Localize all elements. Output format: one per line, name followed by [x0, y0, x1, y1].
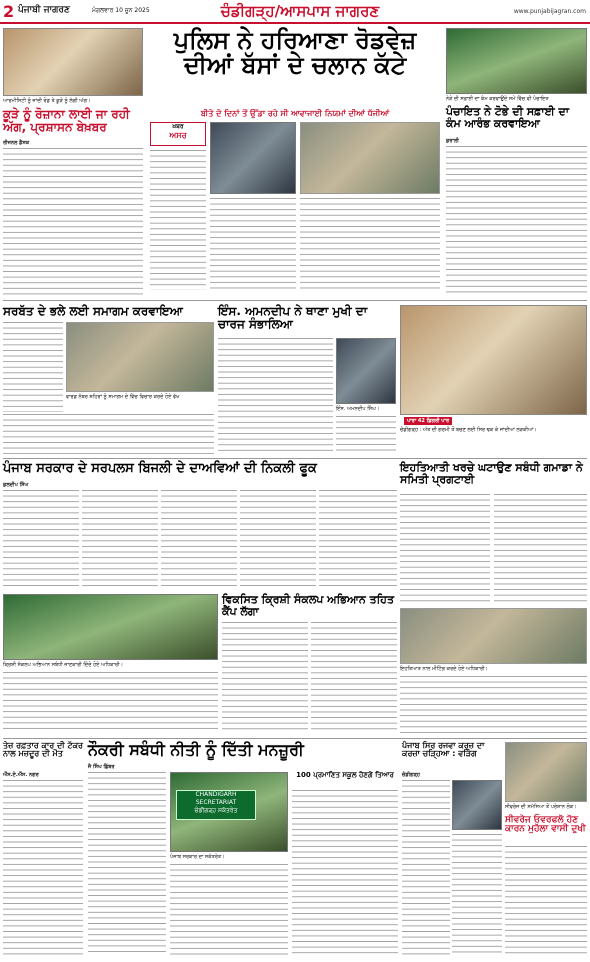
bijli-body-5	[319, 490, 397, 590]
camp-body-2	[311, 622, 397, 732]
samagam-body	[3, 322, 63, 412]
ehtiyat-body-1	[400, 494, 490, 604]
website-link[interactable]: www.punjabijagran.com	[513, 8, 586, 15]
khabar-asar-badge	[150, 122, 206, 146]
karz-body-2	[452, 834, 502, 956]
divider	[3, 300, 587, 301]
lead-headline: ਪੁਲਿਸ ਨੇ ਹਰਿਆਣਾ ਰੋਡਵੇਜ਼ ਦੀਆਂ ਬੱਸਾਂ ਦੇ ਚਲਾਨ ਕੱਟੇ	[173, 26, 417, 80]
section-title: ਚੰਡੀਗੜ੍ਹ/ਆਸਪਾਸ ਜਾਗਰਣ	[220, 2, 380, 20]
karz-byline: ਚੰਡੀਗੜ੍ਹ	[402, 772, 420, 778]
ehtiyat-headline: ਇਹਤਿਆਤੀ ਖਰਚੇ ਘਟਾਉਣ ਸਬੰਧੀ ਗਮਾਡਾ ਨੇ ਸਮਿਤੀ ਪ੍ਰਗਟਾਈ	[400, 461, 583, 486]
camp-body-3	[3, 672, 218, 732]
naukri-body-1	[88, 772, 166, 956]
divider	[3, 458, 587, 459]
garbage-headline: ਕੂੜੇ ਨੂੰ ਰੋਜ਼ਾਨਾ ਲਾਈ ਜਾ ਰਹੀ ਅੱਗ, ਪ੍ਰਸ਼ਾਸਨ ਬੇਖ਼ਬਰ	[3, 107, 130, 134]
ehtiyat-body-3	[400, 676, 587, 734]
inspector-photo-caption: ਇੰਸ. ਅਮਨਦੀਪ ਸਿੰਘ।	[336, 406, 380, 412]
warring-photo	[452, 780, 502, 830]
garbage-photo-caption: ਆਰਮੀਸਿਟੀ ਨੂੰ ਜਾਂਦੀ ਰੋਡ ਤੇ ਕੂੜੇ ਨੂੰ ਲੱਗੀ ਅੱਗ।	[3, 98, 91, 104]
issue-date: ਮੰਗਲਵਾਰ 10 ਜੂਨ 2025	[92, 7, 150, 14]
camp-body-1	[222, 622, 308, 732]
heat-tag: ਪਾਰਾ 42 ਡਿਗਰੀ ਪਾਰ	[404, 417, 452, 425]
lead-body-col2	[210, 198, 296, 290]
camp-photo-caption: ਕ੍ਰਿਸ਼ੀ ਸੰਕਲਪ ਅਭਿਆਨ ਸਬੰਧੀ ਜਾਣਕਾਰੀ ਦਿੰਦੇ ਹੋਏ ਅਧਿਕਾਰੀ।	[3, 662, 123, 668]
naukri-byline: ਜੈ ਸਿੰਘ ਛਿੱਬਰ	[88, 764, 115, 770]
secretariat-sign	[176, 790, 256, 820]
paper-name: ਪੰਜਾਬੀ ਜਾਗਰਣ	[18, 5, 70, 15]
naukri-headline: ਨੌਕਰੀ ਸਬੰਧੀ ਨੀਤੀ ਨੂੰ ਦਿੱਤੀ ਮਨਜ਼ੂਰੀ	[88, 740, 304, 759]
bijli-body-2	[82, 490, 158, 590]
heat-caption: ਚੰਡੀਗੜ੍ਹ : ਅੱਤ ਦੀ ਗਰਮੀ ਤੋਂ ਬਚਣ ਲਈ ਸਿਰ ਢਕ ਕੇ ਜਾਂਦੀਆਂ ਲੜਕੀਆਂ।	[400, 427, 537, 433]
panchayat-byline: ਕੁਰਾਲੀ	[446, 138, 459, 144]
lead-photo-buses	[210, 122, 296, 194]
accident-headline: ਤੇਜ਼ ਰਫ਼ਤਾਰ ਕਾਰ ਦੀ ਟੱਕਰ ਨਾਲ ਮਜ਼ਦੂਰ ਦੀ ਮੌਤ	[3, 741, 84, 759]
panchayat-headline: ਪੰਚਾਇਤ ਨੇ ਟੋਭੇ ਦੀ ਸਫ਼ਾਈ ਦਾ ਕੰਮ ਆਰੰਭ ਕਰਵਾਇਆ	[446, 105, 569, 130]
garbage-body	[3, 148, 143, 298]
lead-photo-police	[300, 122, 440, 194]
badge-line1: ਖ਼ਬਰ	[172, 123, 184, 130]
bijli-byline: ਕੁਲਦੀਪ ਸਿੰਘ	[3, 482, 29, 488]
inspector-photo	[336, 338, 396, 404]
ehtiyat-body-2	[494, 494, 587, 604]
samagam-headline: ਸਰਬੱਤ ਦੇ ਭਲੇ ਲਈ ਸਮਾਗਮ ਕਰਵਾਇਆ	[3, 304, 183, 318]
schools-body	[292, 790, 398, 956]
inspector-headline: ਇੰਸ. ਅਮਨਦੀਪ ਨੇ ਥਾਣਾ ਮੁਖੀ ਦਾ ਚਾਰਜ ਸੰਭਾਲਿਆ	[218, 304, 368, 331]
garbage-fire-photo	[3, 28, 143, 96]
lead-subhead: ਬੀਤੇ ਦੋ ਦਿਨਾਂ ਤੋਂ ਉੱਡਾ ਰਹੇ ਸੀ ਆਵਾਜਾਈ ਨਿਯਮਾਂ ਦੀਆਂ ਧੱਜੀਆਂ	[200, 109, 390, 118]
schools-headline: 100 ਪ੍ਰਮਾਣਿਤ ਸਕੂਲ ਹੋਣਗੇ ਤਿਆਰ	[296, 771, 394, 779]
divider	[3, 738, 587, 739]
badge-line2: ਅਸਰ	[169, 131, 187, 140]
sewerage-photo-caption: ਸੀਵਰੇਜ ਦੀ ਸਮੱਸਿਆ ਤੋਂ ਪਰੇਸ਼ਾਨ ਲੋਕ।	[505, 804, 577, 810]
karz-body-1	[402, 780, 450, 956]
lead-body-col3	[300, 198, 440, 290]
secretariat-caption: ਪੰਜਾਬ ਸਰਕਾਰ ਦਾ ਸਕੱਤਰੇਤ।	[170, 854, 225, 860]
panchayat-body	[446, 146, 587, 296]
accident-byline: ਐੱਸ.ਏ.ਐੱਸ. ਨਗਰ	[3, 772, 39, 778]
inspector-body	[218, 338, 333, 454]
camp-headline: ਵਿਕਸਿਤ ਕ੍ਰਿਸ਼ੀ ਸੰਕਲਪ ਅਭਿਆਨ ਤਹਿਤ ਕੈਂਪ ਲੱਗਾ	[222, 593, 394, 618]
naukri-body-2	[170, 864, 288, 956]
sign-line-en: CHANDIGARH SECRETARIAT	[195, 791, 237, 806]
garbage-byline: ਰੀਜਨਲ ਡੈਸਕ	[3, 140, 30, 146]
accident-body	[3, 780, 83, 956]
bijli-body-3	[161, 490, 237, 590]
ehtiyat-photo	[400, 608, 587, 664]
sewerage-photo	[505, 742, 587, 802]
lead-body-col1	[150, 150, 206, 290]
karz-headline: ਪੰਜਾਬ ਸਿਰ ਰਜਵਾ ਕਰਜ਼ ਦਾ ਕਰਜ਼ਾ ਚੜ੍ਹਿਆ : ਵੜਿੰਗ	[402, 741, 485, 759]
samagam-photo-caption: ਵਾਰਡ ਨੰਬਰ ਸ਼ਹਿਰਾਂ ਨੂੰ ਸਮਾਗਮ ਦੇ ਵਿੱਚ ਵਿਚਾਰ ਕਰਦੇ ਹੋਏ ਵੱਖ	[66, 394, 180, 400]
samagam-photo	[66, 322, 214, 392]
panchayat-photo-caption: ਨੇੜੇ ਦੀ ਸਫ਼ਾਈ ਦਾ ਕੰਮ ਕਰਵਾਉਂਦੇ ਸਮੇਂ ਵਿੱਚ ਵੀ ਪੰਚਾਇਤ	[446, 96, 549, 102]
sign-line-pa: ਚੰਡੀਗੜ੍ਹ ਸਕੱਤਰੇਤ	[194, 807, 238, 814]
bijli-headline: ਪੰਜਾਬ ਸਰਕਾਰ ਦੇ ਸਰਪਲਸ ਬਿਜਲੀ ਦੇ ਦਾਅਵਿਆਂ ਦੀ ਨਿਕਲੀ ਫੂਕ	[3, 461, 317, 476]
sewerage-body	[505, 846, 587, 956]
sewerage-headline: ਸੀਵਰੇਜ ਓਵਰਫਲੋ ਹੋਣ ਕਾਰਨ ਮੁਹੱਲਾ ਵਾਸੀ ਦੁਖੀ	[505, 815, 586, 835]
ehtiyat-photo-caption: ਇਹਤਿਆਤ ਨਾਲ ਮੀਟਿੰਗ ਕਰਦੇ ਹੋਏ ਅਧਿਕਾਰੀ।	[400, 666, 488, 672]
heat-photo	[400, 305, 587, 415]
inspector-body-2	[336, 416, 396, 454]
page-number: 2	[3, 2, 15, 21]
camp-photo	[3, 594, 218, 660]
samagam-body-2	[3, 414, 214, 454]
panchayat-photo	[446, 28, 587, 94]
bijli-body-4	[240, 490, 316, 590]
bijli-body-1	[3, 490, 79, 590]
